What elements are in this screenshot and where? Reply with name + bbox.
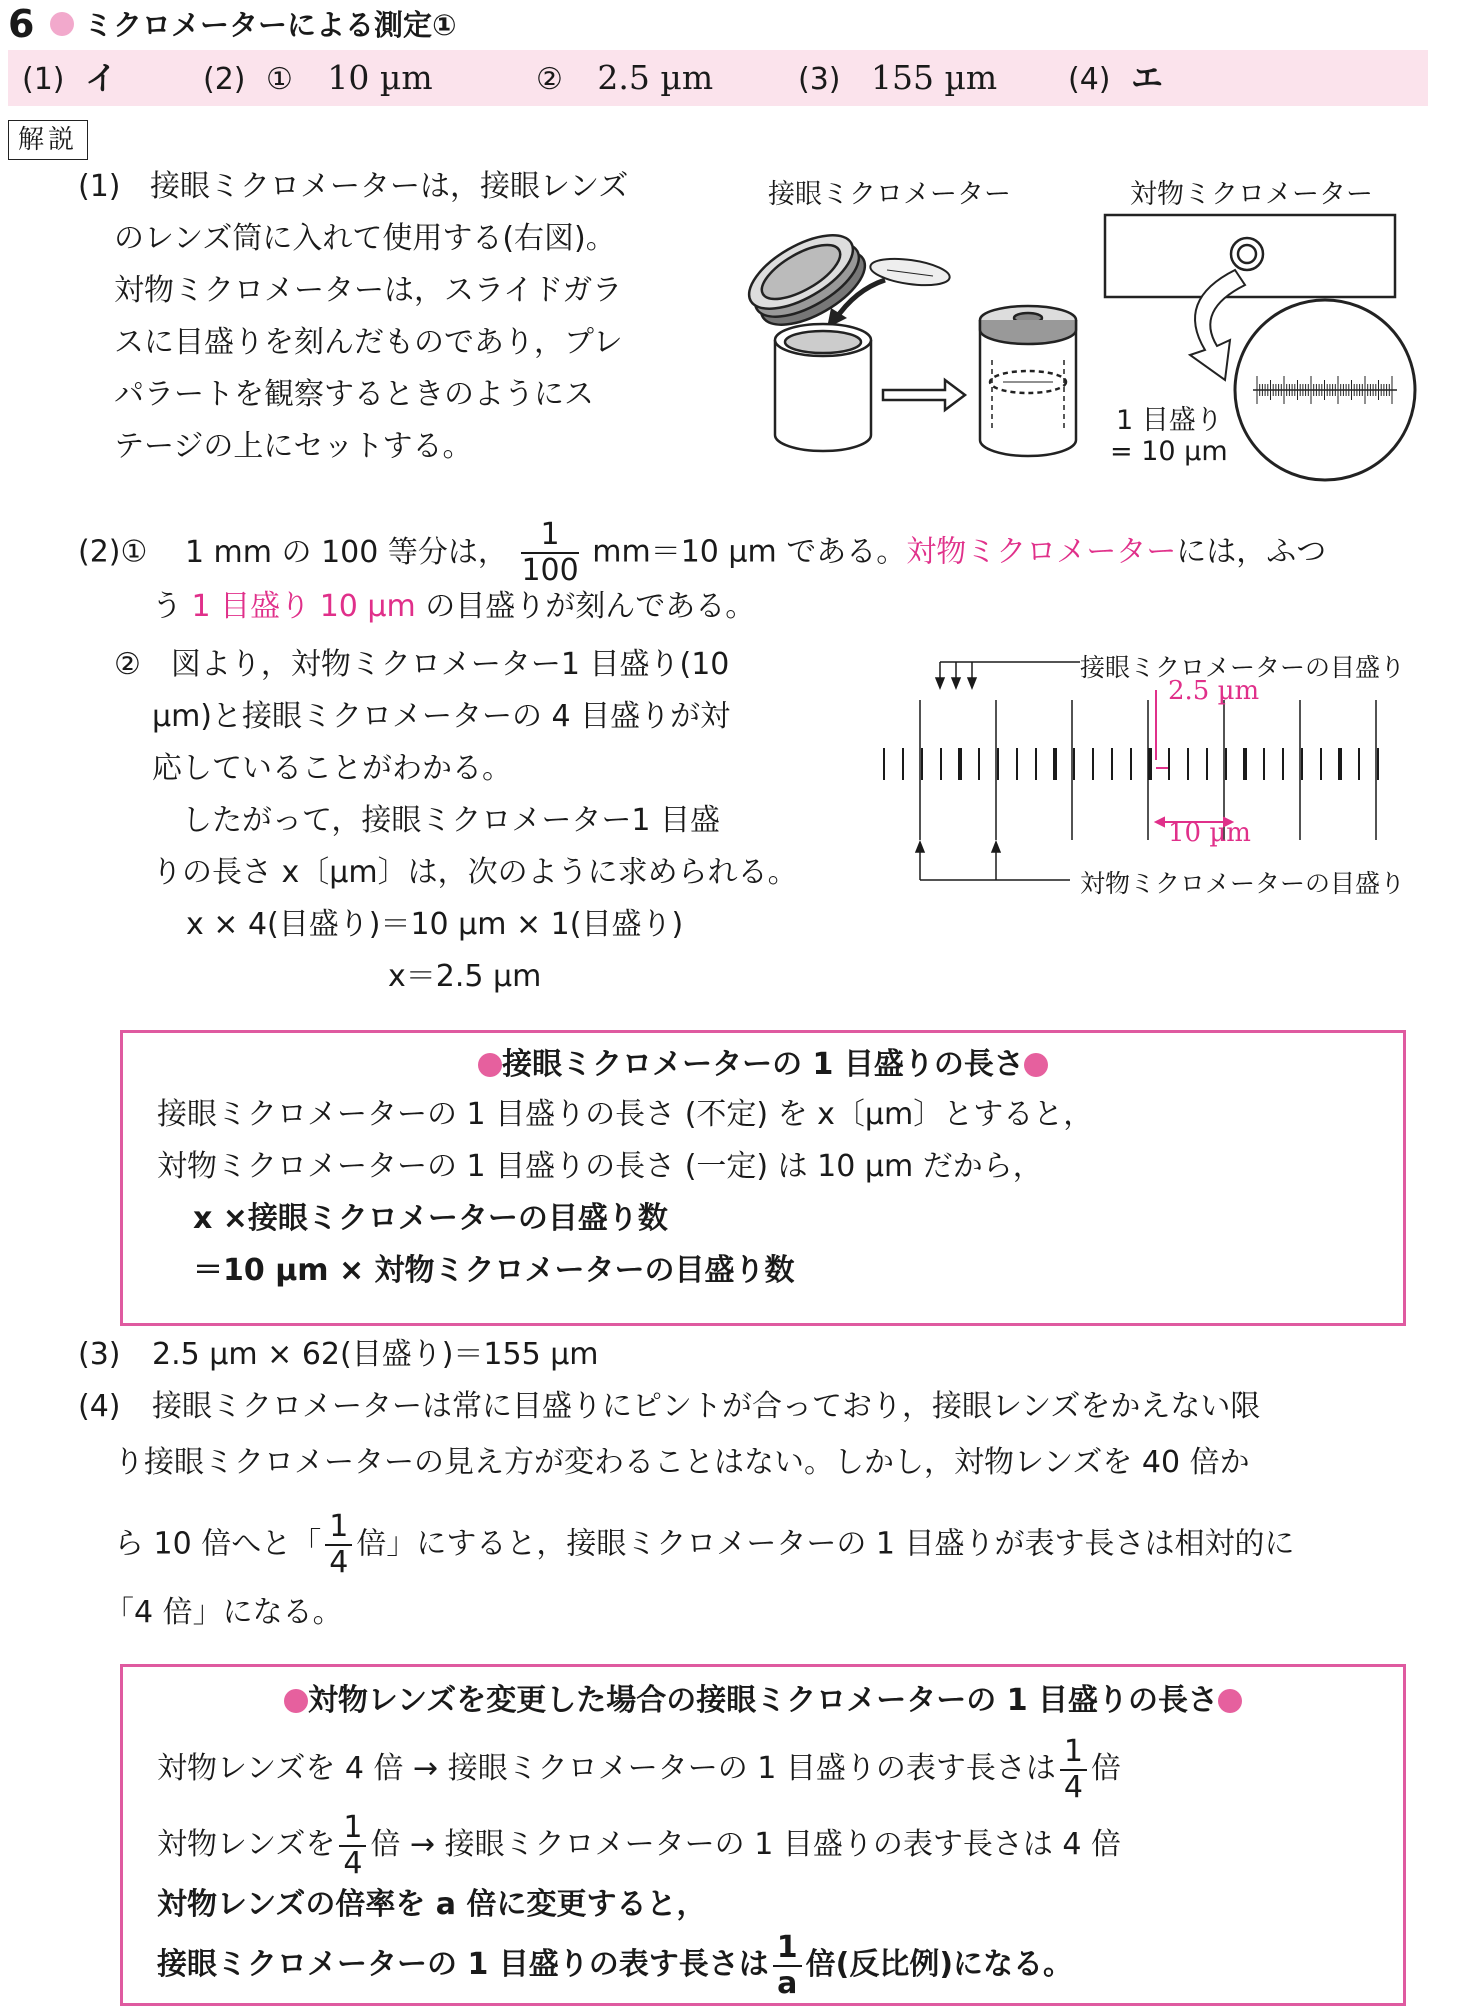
p3-line bbox=[78, 1334, 599, 1376]
kaisetsu-label: 解説 bbox=[8, 120, 88, 160]
box1-title-text: 接眼ミクロメーターの 1 目盛りの長さ bbox=[502, 1047, 1024, 1082]
p4-label: (4) bbox=[78, 1389, 121, 1424]
p22-eq1: x × 4(目盛り)＝10 µm × 1(目盛り) bbox=[186, 907, 684, 942]
answer-3-label: (3) bbox=[798, 62, 841, 97]
p4-line2: り接眼ミクロメーターの見え方が変わることはない。しかし，対物レンズを 40 倍か bbox=[114, 1445, 1250, 1480]
box2-row1 bbox=[157, 1731, 1121, 1807]
answer-2-sub1-label: ① bbox=[266, 62, 293, 97]
p1-line: のレンズ筒に入れて使用する(右図)。 bbox=[114, 221, 616, 256]
fraction-numerator: 1 bbox=[339, 1813, 366, 1847]
p4-line4: 「4 倍」になる。 bbox=[104, 1595, 343, 1630]
p22-line: µm)と接眼ミクロメーターの 4 目盛りが対 bbox=[152, 699, 731, 734]
p2-text-b: mm＝10 µm である。 bbox=[592, 534, 907, 570]
fig1-eyepiece-title: 接眼ミクロメーター bbox=[768, 179, 1011, 210]
fraction-numerator: 1 bbox=[325, 1512, 352, 1546]
box1-line3: x ×接眼ミクロメーターの目盛り数 bbox=[193, 1201, 668, 1236]
p2-line2-a: う bbox=[152, 589, 182, 624]
fraction-numerator: 1 bbox=[1060, 1737, 1087, 1771]
p4-l3-a: ら 10 倍へと「 bbox=[114, 1526, 322, 1562]
pink-bullet-icon bbox=[50, 12, 74, 36]
p22-line: りの長さ x〔µm〕は，次のように求められる。 bbox=[152, 855, 798, 890]
p2-line1 bbox=[78, 517, 1327, 588]
p1-line: パラートを観察するときのようにス bbox=[114, 377, 594, 412]
answer-4-label: (4) bbox=[1068, 62, 1111, 97]
box2-row3: 対物レンズの倍率を a 倍に変更すると， bbox=[157, 1887, 707, 1922]
box1-title bbox=[123, 1045, 1403, 1085]
p2-text-a: 1 mm の 100 等分は， bbox=[184, 534, 508, 570]
magnified-scale-icon bbox=[1235, 300, 1415, 480]
box2-r4-a: 接眼ミクロメーターの 1 目盛りの表す長さは bbox=[157, 1947, 769, 1982]
p1-line: 対物ミクロメーターは，スライドガラ bbox=[114, 273, 623, 308]
answer-2-sub1-value: 10 µm bbox=[327, 58, 433, 97]
box2-title bbox=[123, 1681, 1403, 1721]
fraction-denominator: a bbox=[777, 1965, 798, 2001]
summary-box-1 bbox=[120, 1030, 1406, 1326]
fig2-top-label: 接眼ミクロメーターの目盛り bbox=[1080, 653, 1406, 682]
fig2-dim-large: 10 µm bbox=[1168, 818, 1251, 848]
fraction-1-100 bbox=[521, 517, 579, 588]
fraction-1-4 bbox=[339, 1809, 366, 1881]
p4-l3-b: 倍」にすると，接眼ミクロメーターの 1 目盛りが表す長さは相対的に bbox=[356, 1526, 1295, 1562]
p4-line3 bbox=[114, 1509, 1295, 1580]
p22-eq2: x＝2.5 µm bbox=[388, 959, 542, 994]
p1-line: スに目盛りを刻んだものであり，プレ bbox=[114, 325, 623, 360]
fraction-denominator: 4 bbox=[343, 1845, 363, 1881]
p22-line: ② 図より，対物ミクロメーター1 目盛り(10 bbox=[114, 647, 730, 682]
answer-4 bbox=[1068, 50, 1163, 108]
fig2-bottom-label: 対物ミクロメーターの目盛り bbox=[1080, 869, 1406, 898]
answer-2-sub2-label: ② bbox=[536, 62, 563, 97]
objective-division-arrows bbox=[916, 842, 1070, 880]
p1-label: (1) bbox=[78, 169, 121, 204]
pink-bullet-icon bbox=[284, 1689, 308, 1713]
assembled-eyepiece-icon bbox=[980, 306, 1076, 456]
box2-r2-b: 倍 → 接眼ミクロメーターの 1 目盛りの表す長さは 4 倍 bbox=[370, 1827, 1121, 1862]
answer-bar bbox=[8, 50, 1428, 106]
fig1-equals-10: = 10 µm bbox=[1110, 436, 1228, 467]
fraction-1-4 bbox=[1060, 1733, 1087, 1805]
p2-label: (2)① bbox=[78, 534, 148, 570]
answer-1-value: イ bbox=[85, 59, 118, 97]
box2-row2 bbox=[157, 1807, 1121, 1883]
answer-4-value: エ bbox=[1131, 59, 1164, 97]
box1-line1: 接眼ミクロメーターの 1 目盛りの長さ (不定) を x〔µm〕とすると， bbox=[157, 1097, 1094, 1132]
answer-1 bbox=[22, 50, 117, 108]
answer-2 bbox=[203, 50, 433, 108]
box2-r1-b: 倍 bbox=[1090, 1751, 1121, 1786]
box1-line4: ＝10 µm × 対物ミクロメーターの目盛り数 bbox=[193, 1253, 795, 1288]
p2-text-c: には，ふつ bbox=[1176, 534, 1327, 570]
p4-line1 bbox=[78, 1386, 1260, 1428]
p22-line: 応していることがわかる。 bbox=[152, 751, 512, 786]
p2-line2 bbox=[152, 586, 755, 628]
answer-3 bbox=[798, 50, 997, 108]
p1-line: テージの上にセットする。 bbox=[114, 429, 473, 464]
fraction-1-a bbox=[773, 1929, 802, 2001]
p2-pink-a: 対物ミクロメーター bbox=[906, 534, 1177, 570]
eyepiece-cap-icon bbox=[738, 220, 876, 339]
fraction-denominator: 4 bbox=[1063, 1769, 1083, 1805]
p4-l1: 接眼ミクロメーターは常に目盛りにピントが合っており，接眼レンズをかえない限 bbox=[152, 1389, 1261, 1424]
fraction-1-4 bbox=[325, 1509, 352, 1580]
fig1-objective-title: 対物ミクロメーター bbox=[1130, 179, 1373, 210]
fig2-dim-small: 2.5 µm bbox=[1168, 676, 1260, 706]
micrometer-illustration bbox=[735, 210, 1435, 500]
p3-label: (3) bbox=[78, 1337, 121, 1372]
question-title: ミクロメーターによる測定① bbox=[84, 8, 457, 42]
p1-line: 接眼ミクロメーターは，接眼レンズ bbox=[150, 169, 629, 204]
answer-3-value: 155 µm bbox=[871, 58, 998, 97]
eyepiece-tube-icon bbox=[775, 324, 871, 451]
pink-bullet-icon bbox=[1218, 1689, 1242, 1713]
fraction-denominator: 100 bbox=[521, 553, 579, 588]
p3-text: 2.5 µm × 62(目盛り)＝155 µm bbox=[152, 1337, 599, 1372]
question-number: 6 bbox=[8, 2, 35, 46]
micrometer-disc-icon bbox=[869, 255, 952, 290]
answer-2-label: (2) bbox=[203, 62, 246, 97]
pink-bullet-icon bbox=[1024, 1053, 1048, 1077]
box2-r1-a: 対物レンズを 4 倍 → 接眼ミクロメーターの 1 目盛りの表す長さは bbox=[157, 1751, 1056, 1786]
p2-line2-b: の目盛りが刻んである。 bbox=[425, 589, 756, 624]
box1-line2: 対物ミクロメーターの 1 目盛りの長さ (一定) は 10 µm だから， bbox=[157, 1149, 1043, 1184]
fraction-denominator: 4 bbox=[329, 1545, 349, 1580]
answer-2-sub2-value: 2.5 µm bbox=[597, 58, 714, 97]
box2-r2-a: 対物レンズを bbox=[157, 1827, 336, 1862]
box2-r4-b: 倍(反比例)になる。 bbox=[805, 1947, 1074, 1982]
fig1-one-division: 1 目盛り bbox=[1116, 405, 1223, 436]
eyepiece-division-arrows bbox=[936, 662, 1080, 688]
answer-1-label: (1) bbox=[22, 62, 65, 97]
p2-pink-b: 1 目盛り 10 µm bbox=[191, 589, 416, 624]
fraction-numerator: 1 bbox=[521, 520, 578, 554]
assemble-arrow-icon bbox=[883, 380, 965, 410]
pink-bullet-icon bbox=[478, 1053, 502, 1077]
dimension-markers bbox=[1156, 690, 1232, 826]
fraction-numerator: 1 bbox=[773, 1933, 802, 1967]
box2-title-text: 対物レンズを変更した場合の接眼ミクロメーターの 1 目盛りの長さ bbox=[307, 1683, 1219, 1718]
p22-line: したがって，接眼ミクロメーター1 目盛 bbox=[152, 803, 721, 838]
answer-2-2 bbox=[536, 50, 713, 108]
box2-row4 bbox=[157, 1929, 1073, 2001]
slide-glass-icon bbox=[1105, 215, 1395, 297]
summary-box-2 bbox=[120, 1664, 1406, 2006]
